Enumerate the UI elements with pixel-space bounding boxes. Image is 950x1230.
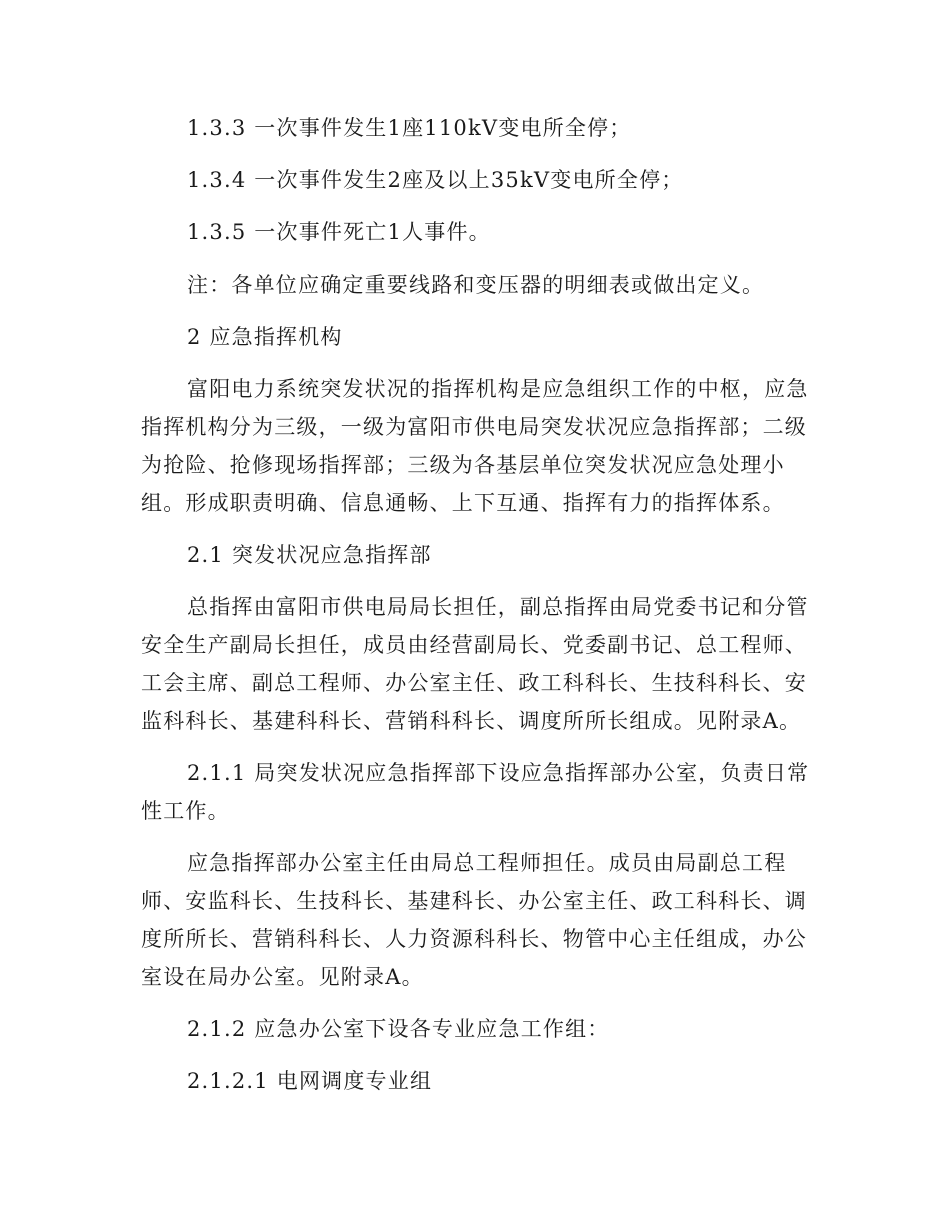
paragraph-line: 工会主席、副总工程师、办公室主任、政工科科长、生技科科长、安 (141, 671, 807, 695)
paragraph-line: 监科科长、基建科科长、营销科科长、调度所所长组成。见附录A。 (141, 709, 802, 733)
clause-2-1-2: 2.1.2 应急办公室下设各专业应急工作组： (187, 1017, 610, 1041)
paragraph-line: 师、安监科长、生技科长、基建科长、办公室主任、政工科科长、调 (141, 889, 807, 913)
paragraph-line: 总指挥由富阳市供电局局长担任，副总指挥由局党委书记和分管 (187, 595, 809, 619)
clause-1-3-4: 1.3.4 一次事件发生2座及以上35kV变电所全停； (187, 168, 684, 192)
clause-2-1-1: 2.1.1 局突发状况应急指挥部下设应急指挥部办公室，负责日常 (187, 761, 810, 785)
paragraph-line: 指挥机构分为三级，一级为富阳市供电局突发状况应急指挥部；二级 (141, 415, 807, 439)
paragraph-line: 为抢险、抢修现场指挥部；三级为各基层单位突发状况应急处理小 (141, 453, 785, 477)
paragraph-line: 性工作。 (141, 799, 230, 823)
note-paragraph: 注：各单位应确定重要线路和变压器的明细表或做出定义。 (187, 273, 765, 297)
clause-1-3-5: 1.3.5 一次事件死亡1人事件。 (187, 220, 491, 244)
paragraph-line: 应急指挥部办公室主任由局总工程师担任。成员由局副总工程 (187, 851, 787, 875)
clause-2-1-2-1: 2.1.2.1 电网调度专业组 (187, 1069, 433, 1093)
section-heading-2: 2 应急指挥机构 (187, 325, 343, 349)
paragraph-line: 度所所长、营销科科长、人力资源科科长、物管中心主任组成，办公 (141, 927, 807, 951)
paragraph-line: 组。形成职责明确、信息通畅、上下互通、指挥有力的指挥体系。 (141, 491, 785, 515)
paragraph-line: 富阳电力系统突发状况的指挥机构是应急组织工作的中枢，应急 (187, 377, 809, 401)
paragraph-line: 室设在局办公室。见附录A。 (141, 965, 424, 989)
section-heading-2-1: 2.1 突发状况应急指挥部 (187, 543, 432, 567)
clause-1-3-3: 1.3.3 一次事件发生1座110kV变电所全停； (187, 116, 632, 140)
paragraph-line: 安全生产副局长担任，成员由经营副局长、党委副书记、总工程师、 (141, 633, 807, 657)
